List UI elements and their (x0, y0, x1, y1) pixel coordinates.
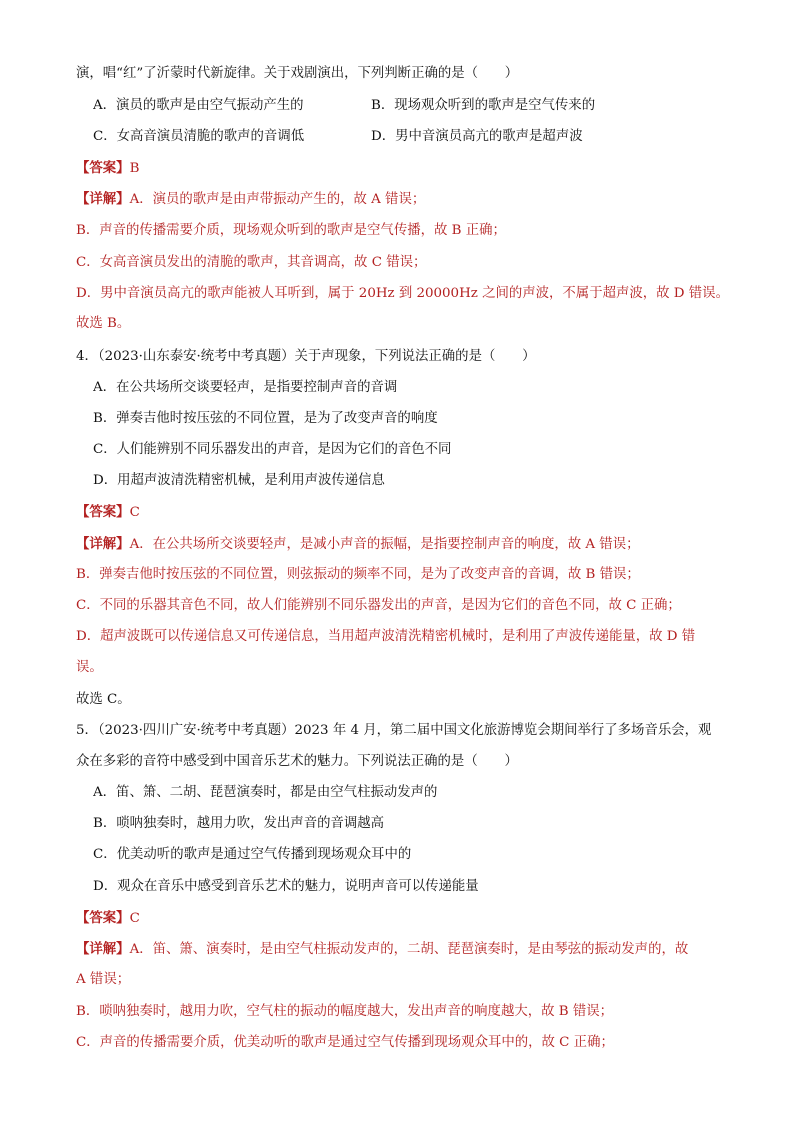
q5-option-d: D．观众在音乐中感受到音乐艺术的魅力，说明声音可以传递能量 (93, 879, 479, 894)
answer-tag: 【答案】 (76, 504, 130, 520)
detail-text: A．笛、箫、演奏时，是由空气柱振动发声的，二胡、琵琶演奏时，是由琴弦的振动发声的，故 (129, 942, 689, 957)
q4-stem: 4．（2023·山东泰安·统考中考真题）关于声现象，下列说法正确的是（ ） (76, 349, 536, 364)
q4-answer (76, 502, 734, 522)
q3-option-b: B．现场观众听到的歌声是空气传来的 (371, 98, 596, 113)
q5-detail-line-3: B．唢呐独奏时，越用力吹，空气柱的振动的幅度越大，发出声音的响度越大，故 B 错误； (76, 1004, 614, 1019)
detail-tag: 【详解】 (76, 191, 130, 207)
q3-option-row-1 (93, 96, 734, 116)
q4-detail-line-3: C．不同的乐器其音色不同，故人们能辨别不同乐器发出的声音，是因为它们的音色不同，故 C 正确； (76, 598, 681, 613)
q5-detail-line-1 (76, 939, 734, 959)
q4-option-c: C．人们能辨别不同乐器发出的声音，是因为它们的音色不同 (93, 442, 452, 457)
q3-detail-line-2: B．声音的传播需要介质，现场观众听到的歌声是空气传播，故 B 正确； (76, 223, 506, 238)
q3-answer (76, 158, 734, 178)
q4-option-d: D．用超声波清洗精密机械，是利用声波传递信息 (93, 473, 385, 488)
q3-option-row-2 (93, 127, 734, 147)
q3-detail-line-4: D．男中音演员高亢的歌声能被人耳听到，属于 20Hz 到 20000Hz 之间的声波，不属于超声波，故 D 错误。 (76, 286, 729, 301)
q4-option-b: B．弹奏吉他时按压弦的不同位置，是为了改变声音的响度 (93, 411, 438, 426)
q4-conclusion: 故选 C。 (76, 692, 131, 707)
q4-detail-line-1 (76, 534, 734, 554)
q4-option-a: A．在公共场所交谈要轻声，是指要控制声音的音调 (93, 380, 398, 395)
q5-stem-line-2: 众在多彩的音符中感受到中国音乐艺术的魅力。下列说法正确的是（ ） (76, 754, 518, 769)
detail-text: A．在公共场所交谈要轻声，是减小声音的振幅，是指要控制声音的响度，故 A 错误； (129, 537, 640, 552)
answer-tag: 【答案】 (76, 910, 130, 926)
q3-option-d: D．男中音演员高亢的歌声是超声波 (371, 129, 583, 144)
q3-stem: 演，唱“红”了沂蒙时代新旋律。关于戏剧演出，下列判断正确的是（ ） (76, 66, 519, 81)
q5-detail-line-4: C．声音的传播需要介质，优美动听的歌声是通过空气传播到现场观众耳中的，故 C 正确； (76, 1035, 614, 1050)
detail-tag: 【详解】 (76, 536, 130, 552)
q5-option-c: C．优美动听的歌声是通过空气传播到现场观众耳中的 (93, 847, 412, 862)
q3-option-a: A．演员的歌声是由空气振动产生的 (93, 98, 304, 113)
q3-conclusion: 故选 B。 (76, 316, 131, 331)
q4-detail-line-2: B．弹奏吉他时按压弦的不同位置，则弦振动的频率不同，是为了改变声音的音调，故 B 错误； (76, 567, 640, 582)
answer-value: B (129, 161, 140, 176)
q3-option-c: C．女高音演员清脆的歌声的音调低 (93, 129, 305, 144)
q3-detail-line-1 (76, 189, 734, 209)
q5-stem-line-1: 5．（2023·四川广安·统考中考真题）2023 年 4 月，第二届中国文化旅游博览会期间举行了多场音乐会，观 (76, 723, 712, 738)
q5-option-b: B．唢呐独奏时，越用力吹，发出声音的音调越高 (93, 816, 385, 831)
detail-text: A．演员的歌声是由声带振动产生的，故 A 错误； (129, 192, 426, 207)
q4-detail-line-5: 误。 (76, 660, 103, 675)
q5-option-a: A．笛、箫、二胡、琵琶演奏时，都是由空气柱振动发声的 (93, 785, 438, 800)
answer-tag: 【答案】 (76, 160, 130, 176)
q4-detail-line-4: D．超声波既可以传递信息又可传递信息，当用超声波清洗精密机械时，是利用了声波传递能量，故 D 错 (76, 629, 696, 644)
answer-value: C (129, 911, 140, 926)
q5-answer (76, 908, 734, 928)
detail-tag: 【详解】 (76, 941, 130, 957)
q5-detail-line-2: A 错误； (76, 972, 131, 987)
q3-detail-line-3: C．女高音演员发出的清脆的歌声，其音调高，故 C 错误； (76, 255, 427, 270)
answer-value: C (129, 505, 140, 520)
